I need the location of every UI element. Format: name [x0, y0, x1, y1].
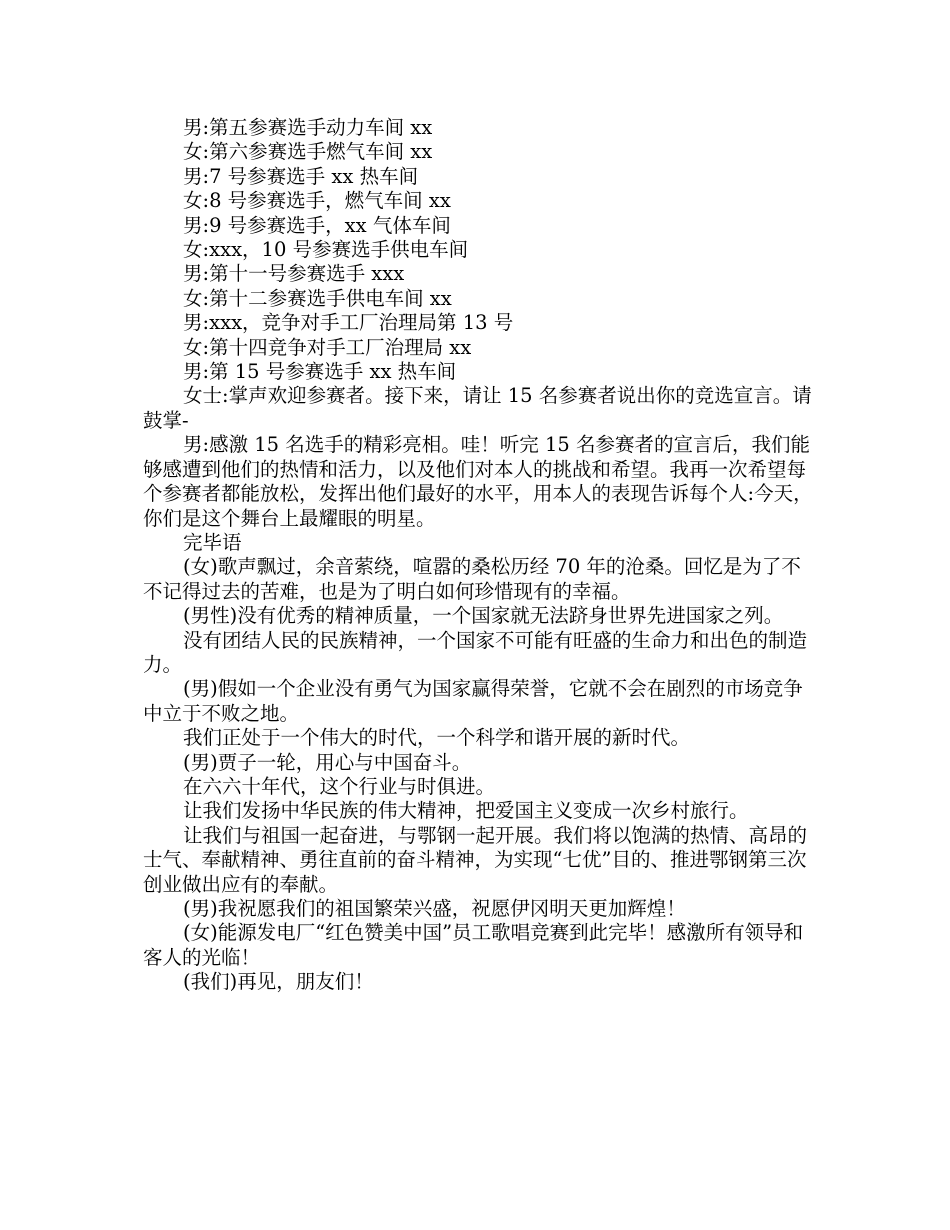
paragraph: (女)能源发电厂“红色赞美中国”员工歌唱竞赛到此完毕！感激所有领导和客人的光临！: [143, 921, 804, 969]
paragraph: (女)歌声飘过，余音萦绕，喧嚣的桑松历经 70 年的沧桑。回忆是为了不不记得过去的苦难，也是为了明白如何珍惜现有的幸福。: [143, 555, 801, 603]
paragraph: (男)贾子一轮，用心与中国奋斗。: [183, 750, 472, 774]
paragraph: 女:8 号参赛选手，燃气车间 xx: [183, 189, 451, 213]
paragraph: 我们正处于一个伟大的时代，一个科学和谐开展的新时代。: [183, 726, 691, 750]
paragraph: 女:第十二参赛选手供电车间 xx: [183, 286, 452, 310]
paragraph: 女士:掌声欢迎参赛者。接下来，请让 15 名参赛者说出你的竞选宣言。请鼓掌-: [143, 384, 812, 432]
paragraph: (我们)再见，朋友们！: [183, 970, 374, 994]
paragraph: 女:第十四竞争对手工厂治理局 xx: [183, 335, 472, 359]
document-body: [143, 116, 815, 995]
paragraph: 男:7 号参赛选手 xx 热车间: [183, 164, 419, 188]
section-heading: 完毕语: [183, 530, 242, 554]
paragraph: 男:xxx，竞争对手工厂治理局第 13 号: [183, 311, 514, 335]
paragraph: 男:第十一号参赛选手 xxx: [183, 262, 405, 286]
paragraph: 男:9 号参赛选手，xx 气体车间: [183, 213, 451, 237]
paragraph: (男性)没有优秀的精神质量，一个国家就无法跻身世界先进国家之列。: [183, 604, 784, 628]
paragraph: 男:第五参赛选手动力车间 xx: [183, 116, 433, 139]
paragraph: (男)我祝愿我们的祖国繁荣兴盛，祝愿伊冈明天更加辉煌！: [183, 897, 686, 920]
paragraph: 在六六十年代，这个行业与时俱进。: [183, 774, 496, 798]
paragraph: 没有团结人民的民族精神，一个国家不可能有旺盛的生命力和出色的制造力。: [143, 628, 808, 676]
paragraph: 女:xxx，10 号参赛选手供电车间: [183, 238, 469, 262]
paragraph: 男:感激 15 名选手的精彩亮相。哇！听完 15 名参赛者的宣言后，我们能够感遭到他们的热情和活力，以及他们对本人的挑战和希望。我再一次希望每个参赛者都能放松，发挥出他们最好的水平，用本人的表现告诉每个人:今天，你们是这个舞台上最耀眼的明星。: [143, 433, 813, 530]
paragraph: 女:第六参赛选手燃气车间 xx: [183, 140, 433, 164]
paragraph: 让我们与祖国一起奋进，与鄂钢一起开展。我们将以饱满的热情、高昂的士气、奉献精神、勇往直前的奋斗精神，为实现“七优”目的、推进鄂钢第三次创业做出应有的奉献。: [143, 823, 808, 896]
paragraph: 让我们发扬中华民族的伟大精神，把爱国主义变成一次乡村旅行。: [183, 799, 749, 823]
paragraph: (男)假如一个企业没有勇气为国家赢得荣誉，它就不会在剧烈的市场竞争中立于不败之地。: [143, 677, 803, 725]
paragraph: 男:第 15 号参赛选手 xx 热车间: [183, 360, 457, 384]
